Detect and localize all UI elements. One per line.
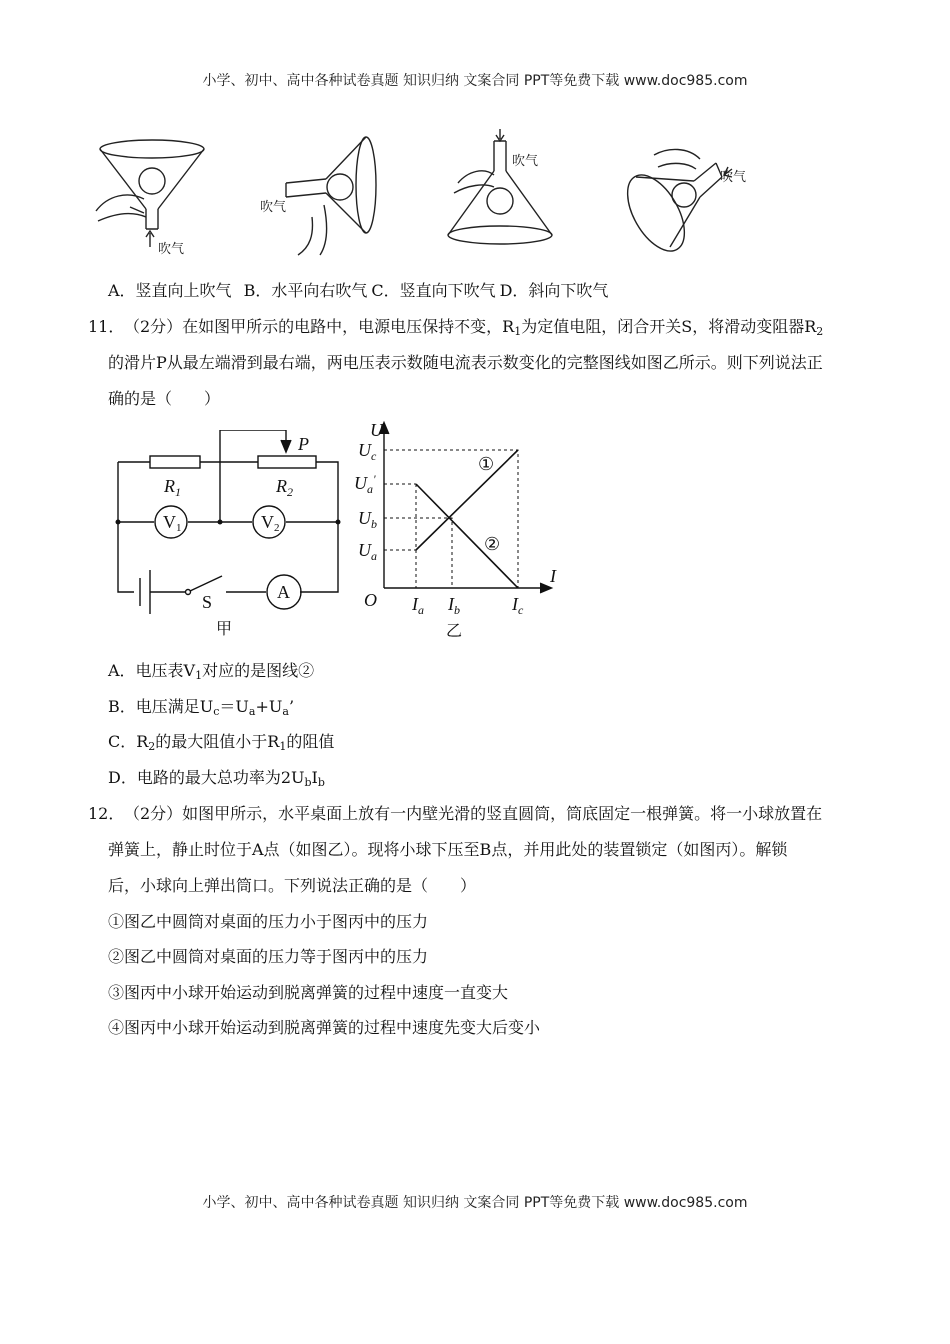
blow-label-4: 吹气 [720,170,747,185]
q12-statement-4: ④图丙中小球开始运动到脱离弹簧的过程中速度先变大后变小 [108,1018,541,1037]
q12-line2: 弹簧上，静止时位于A点（如图乙）。现将小球下压至B点，并用此处的装置锁定（如图丙）。解锁 [108,840,788,859]
q12-statement-1: ①图乙中圆筒对桌面的压力小于图丙中的压力 [108,912,429,931]
q11-option-b: B．电压满足$U_c=U_a+U_a$’ [108,697,295,718]
ui-graph [352,418,572,646]
q10-option-b: B．水平向右吹气 [243,281,368,300]
circuit-diagram [110,430,350,640]
funnel-figure-2 [286,137,376,255]
label-ub: $U_b$ [358,508,377,531]
line-label-1: ① [478,454,495,475]
q12-line3: 后，小球向上弹出筒口。下列说法正确的是（ ） [108,876,477,895]
funnel-figures [88,125,808,260]
q11-line2: 的滑片P从最左端滑到最右端，两电压表示数随电流表示数变化的完整图线如图乙所示。则下列说法正 [108,353,823,372]
q10-option-a: A．竖直向上吹气 [108,281,232,300]
label-p: P [298,434,309,454]
q11-option-d: D．电路的最大总功率为$2U_bI_b$ [108,768,325,789]
funnel-figure-4 [616,149,732,260]
q12-statement-2: ②图乙中圆筒对桌面的压力等于图丙中的压力 [108,947,429,966]
q11-number: 11． [88,317,125,336]
q11-line3: 确的是（ ） [108,389,221,408]
q12-statement-3: ③图丙中小球开始运动到脱离弹簧的过程中速度一直变大 [108,983,509,1002]
q11-option-c: C．$R_2$的最大阻值小于$R_1$的阻值 [108,732,335,753]
ammeter-a: A [277,582,290,602]
graph-origin: O [364,590,377,610]
switch-s: S [202,592,213,612]
funnel-figure-3 [448,129,552,244]
q12-line1: （2分）如图甲所示，水平桌面上放有一内壁光滑的竖直圆筒，筒底固定一根弹簧。将一小球放置在 [124,804,823,823]
q11-line1: （2分）在如图甲所示的电路中，电源电压保持不变，$R_1$为定值电阻，闭合开关S，将滑动变阻器$R_2$ [124,317,824,338]
page-header: 小学、初中、高中各种试卷真题 知识归纳 文案合同 PPT等免费下载 www.doc985.com [202,73,748,89]
blow-label-2: 吹气 [260,200,287,215]
graph-y-axis: U [370,420,383,440]
page-footer: 小学、初中、高中各种试卷真题 知识归纳 文案合同 PPT等免费下载 www.doc985.com [202,1195,748,1211]
label-ib: $I_b$ [448,594,460,617]
q12-number: 12． [88,804,125,823]
graph-caption: 乙 [446,621,463,640]
label-uc: $U_c$ [358,440,377,463]
blow-label-1: 吹气 [158,242,185,257]
q10-option-d: D．斜向下吹气 [499,281,609,300]
circuit-caption: 甲 [216,619,233,638]
voltmeter-v1: V1 [163,512,182,534]
blow-label-3: 吹气 [512,154,539,169]
label-ua-prime: $U_a'$ [354,472,376,496]
line-label-2: ② [484,534,501,555]
graph-x-axis: I [550,566,556,586]
label-r1: $R_1$ [164,476,181,499]
q10-options [108,280,608,302]
q11-option-a: A．电压表$V_1$对应的是图线② [108,661,315,682]
label-r2: $R_2$ [276,476,293,499]
funnel-figure-1 [96,140,204,247]
voltmeter-v2: V2 [261,512,280,534]
label-ia: $I_a$ [412,594,424,617]
q10-option-c: C．竖直向下吹气 [371,281,496,300]
label-ic: $I_c$ [512,594,524,617]
label-ua: $U_a$ [358,540,377,563]
